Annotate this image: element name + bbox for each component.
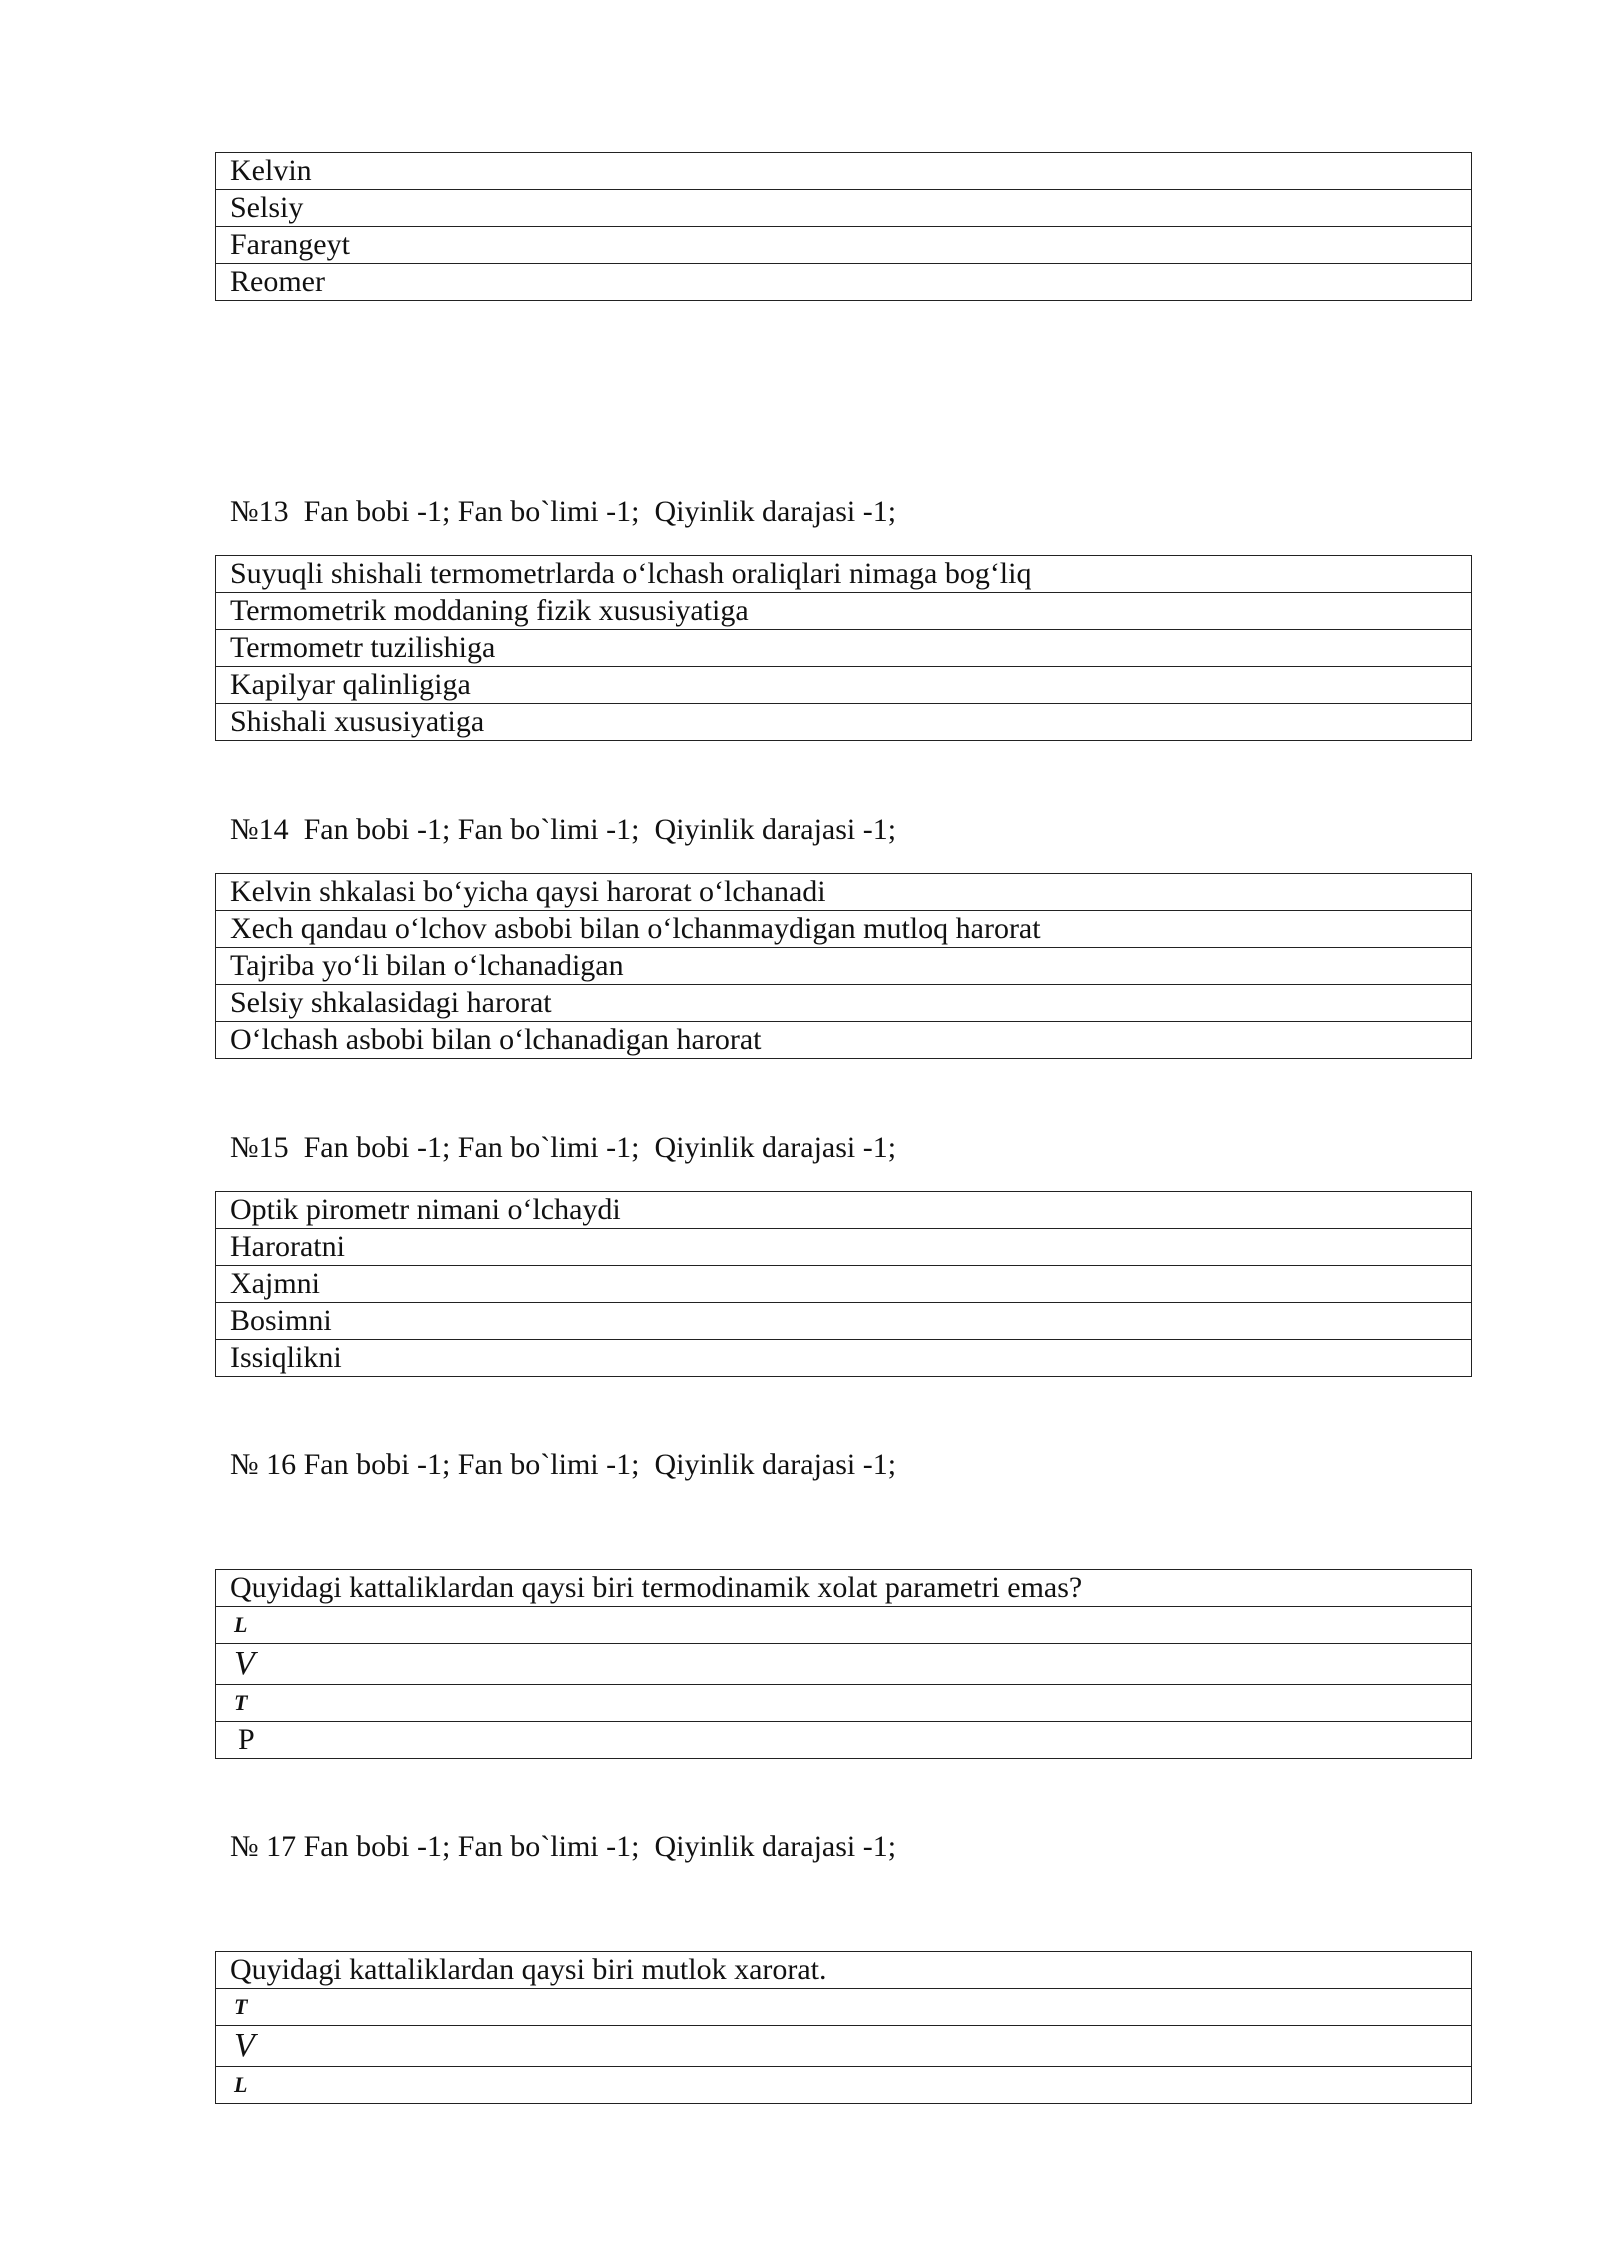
- question-text: Quyidagi kattaliklardan qaysi biri termodinamik xolat parametri emas?: [216, 1570, 1472, 1607]
- answer-option: Haroratni: [216, 1229, 1472, 1266]
- question-table-16: [215, 1569, 1472, 1759]
- question-heading-17: № 17 Fan bobi -1; Fan bo`limi -1; Qiyinlik darajasi -1;: [230, 1830, 897, 1863]
- answer-option: Tajriba yo‘li bilan o‘lchanadigan: [216, 948, 1472, 985]
- answer-option: Xech qandau o‘lchov asbobi bilan o‘lchanmaydigan mutloq harorat: [216, 911, 1472, 948]
- question-table-15: [215, 1191, 1472, 1377]
- answer-option-symbol: T: [216, 1989, 1472, 2026]
- answer-option: Kapilyar qalinligiga: [216, 667, 1472, 704]
- answer-option: O‘lchash asbobi bilan o‘lchanadigan harorat: [216, 1022, 1472, 1059]
- question-text: Optik pirometr nimani o‘lchaydi: [216, 1192, 1472, 1229]
- question-table-17: [215, 1951, 1472, 2104]
- answer-option: Bosimni: [216, 1303, 1472, 1340]
- question-table-13: [215, 555, 1472, 741]
- answer-option-symbol: T: [216, 1685, 1472, 1722]
- answer-option: Issiqlikni: [216, 1340, 1472, 1377]
- answer-option: Shishali xususiyatiga: [216, 704, 1472, 741]
- answer-option-symbol: L: [216, 1607, 1472, 1644]
- answer-option: Selsiy shkalasidagi harorat: [216, 985, 1472, 1022]
- question-heading-14: №14 Fan bobi -1; Fan bo`limi -1; Qiyinlik darajasi -1;: [230, 813, 897, 846]
- question-heading-13: №13 Fan bobi -1; Fan bo`limi -1; Qiyinlik darajasi -1;: [230, 495, 897, 528]
- question-text: Suyuqli shishali termometrlarda o‘lchash oraliqlari nimaga bog‘liq: [216, 556, 1472, 593]
- answer-option: Termometr tuzilishiga: [216, 630, 1472, 667]
- question-text: Kelvin shkalasi bo‘yicha qaysi harorat o‘lchanadi: [216, 874, 1472, 911]
- answer-option-symbol: V: [216, 1644, 1472, 1685]
- answer-option-symbol: P: [216, 1722, 1472, 1759]
- table-cell: Selsiy: [216, 190, 1472, 227]
- answer-option: Xajmni: [216, 1266, 1472, 1303]
- answer-option-symbol: V: [216, 2026, 1472, 2067]
- question-table-14: [215, 873, 1472, 1059]
- table-cell: Farangeyt: [216, 227, 1472, 264]
- question-heading-15: №15 Fan bobi -1; Fan bo`limi -1; Qiyinlik darajasi -1;: [230, 1131, 897, 1164]
- question-text: Quyidagi kattaliklardan qaysi biri mutlok xarorat.: [216, 1952, 1472, 1989]
- question-heading-16: № 16 Fan bobi -1; Fan bo`limi -1; Qiyinlik darajasi -1;: [230, 1448, 897, 1481]
- table-cell: Kelvin: [216, 153, 1472, 190]
- answer-option: Termometrik moddaning fizik xususiyatiga: [216, 593, 1472, 630]
- answer-option-symbol: L: [216, 2067, 1472, 2104]
- table-cell: Reomer: [216, 264, 1472, 301]
- answer-table-12: [215, 152, 1472, 301]
